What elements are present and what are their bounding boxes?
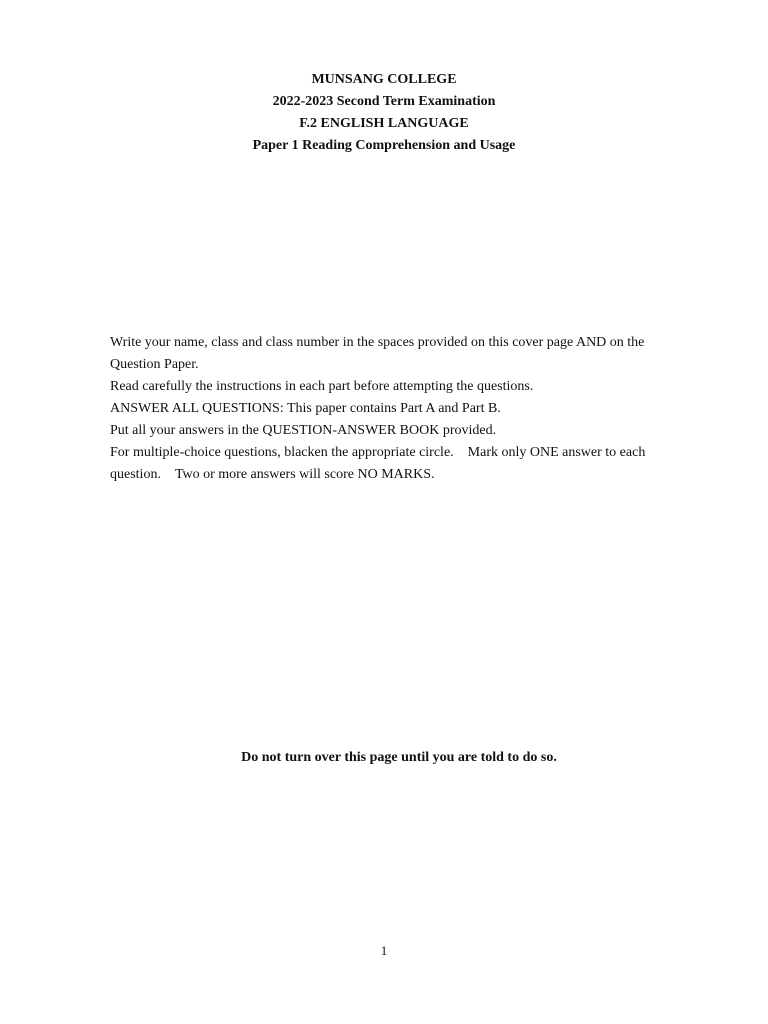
subject-title: F.2 ENGLISH LANGUAGE <box>299 116 469 131</box>
exam-header <box>0 69 768 157</box>
instructions-block <box>110 332 670 486</box>
instruction-line: Read carefully the instructions in each part before attempting the questions. <box>110 379 534 394</box>
instruction-line: Write your name, class and class number in the spaces provided on this cover page AND on the Question Paper. <box>110 335 645 372</box>
instruction-line: Put all your answers in the QUESTION-ANSWER BOOK provided. <box>110 423 497 438</box>
page-number: 1 <box>380 943 388 958</box>
exam-title: 2022-2023 Second Term Examination <box>272 94 496 109</box>
instruction-line: ANSWER ALL QUESTIONS: This paper contains Part A and Part B. <box>110 401 501 416</box>
paper-title: Paper 1 Reading Comprehension and Usage <box>252 138 516 153</box>
turn-over-notice: Do not turn over this page until you are told to do so. <box>241 750 557 765</box>
school-name: MUNSANG COLLEGE <box>311 72 457 87</box>
instruction-line: For multiple-choice questions, blacken the appropriate circle. Mark only ONE answer to each question. Two or more answers will score NO MARKS. <box>110 445 646 482</box>
